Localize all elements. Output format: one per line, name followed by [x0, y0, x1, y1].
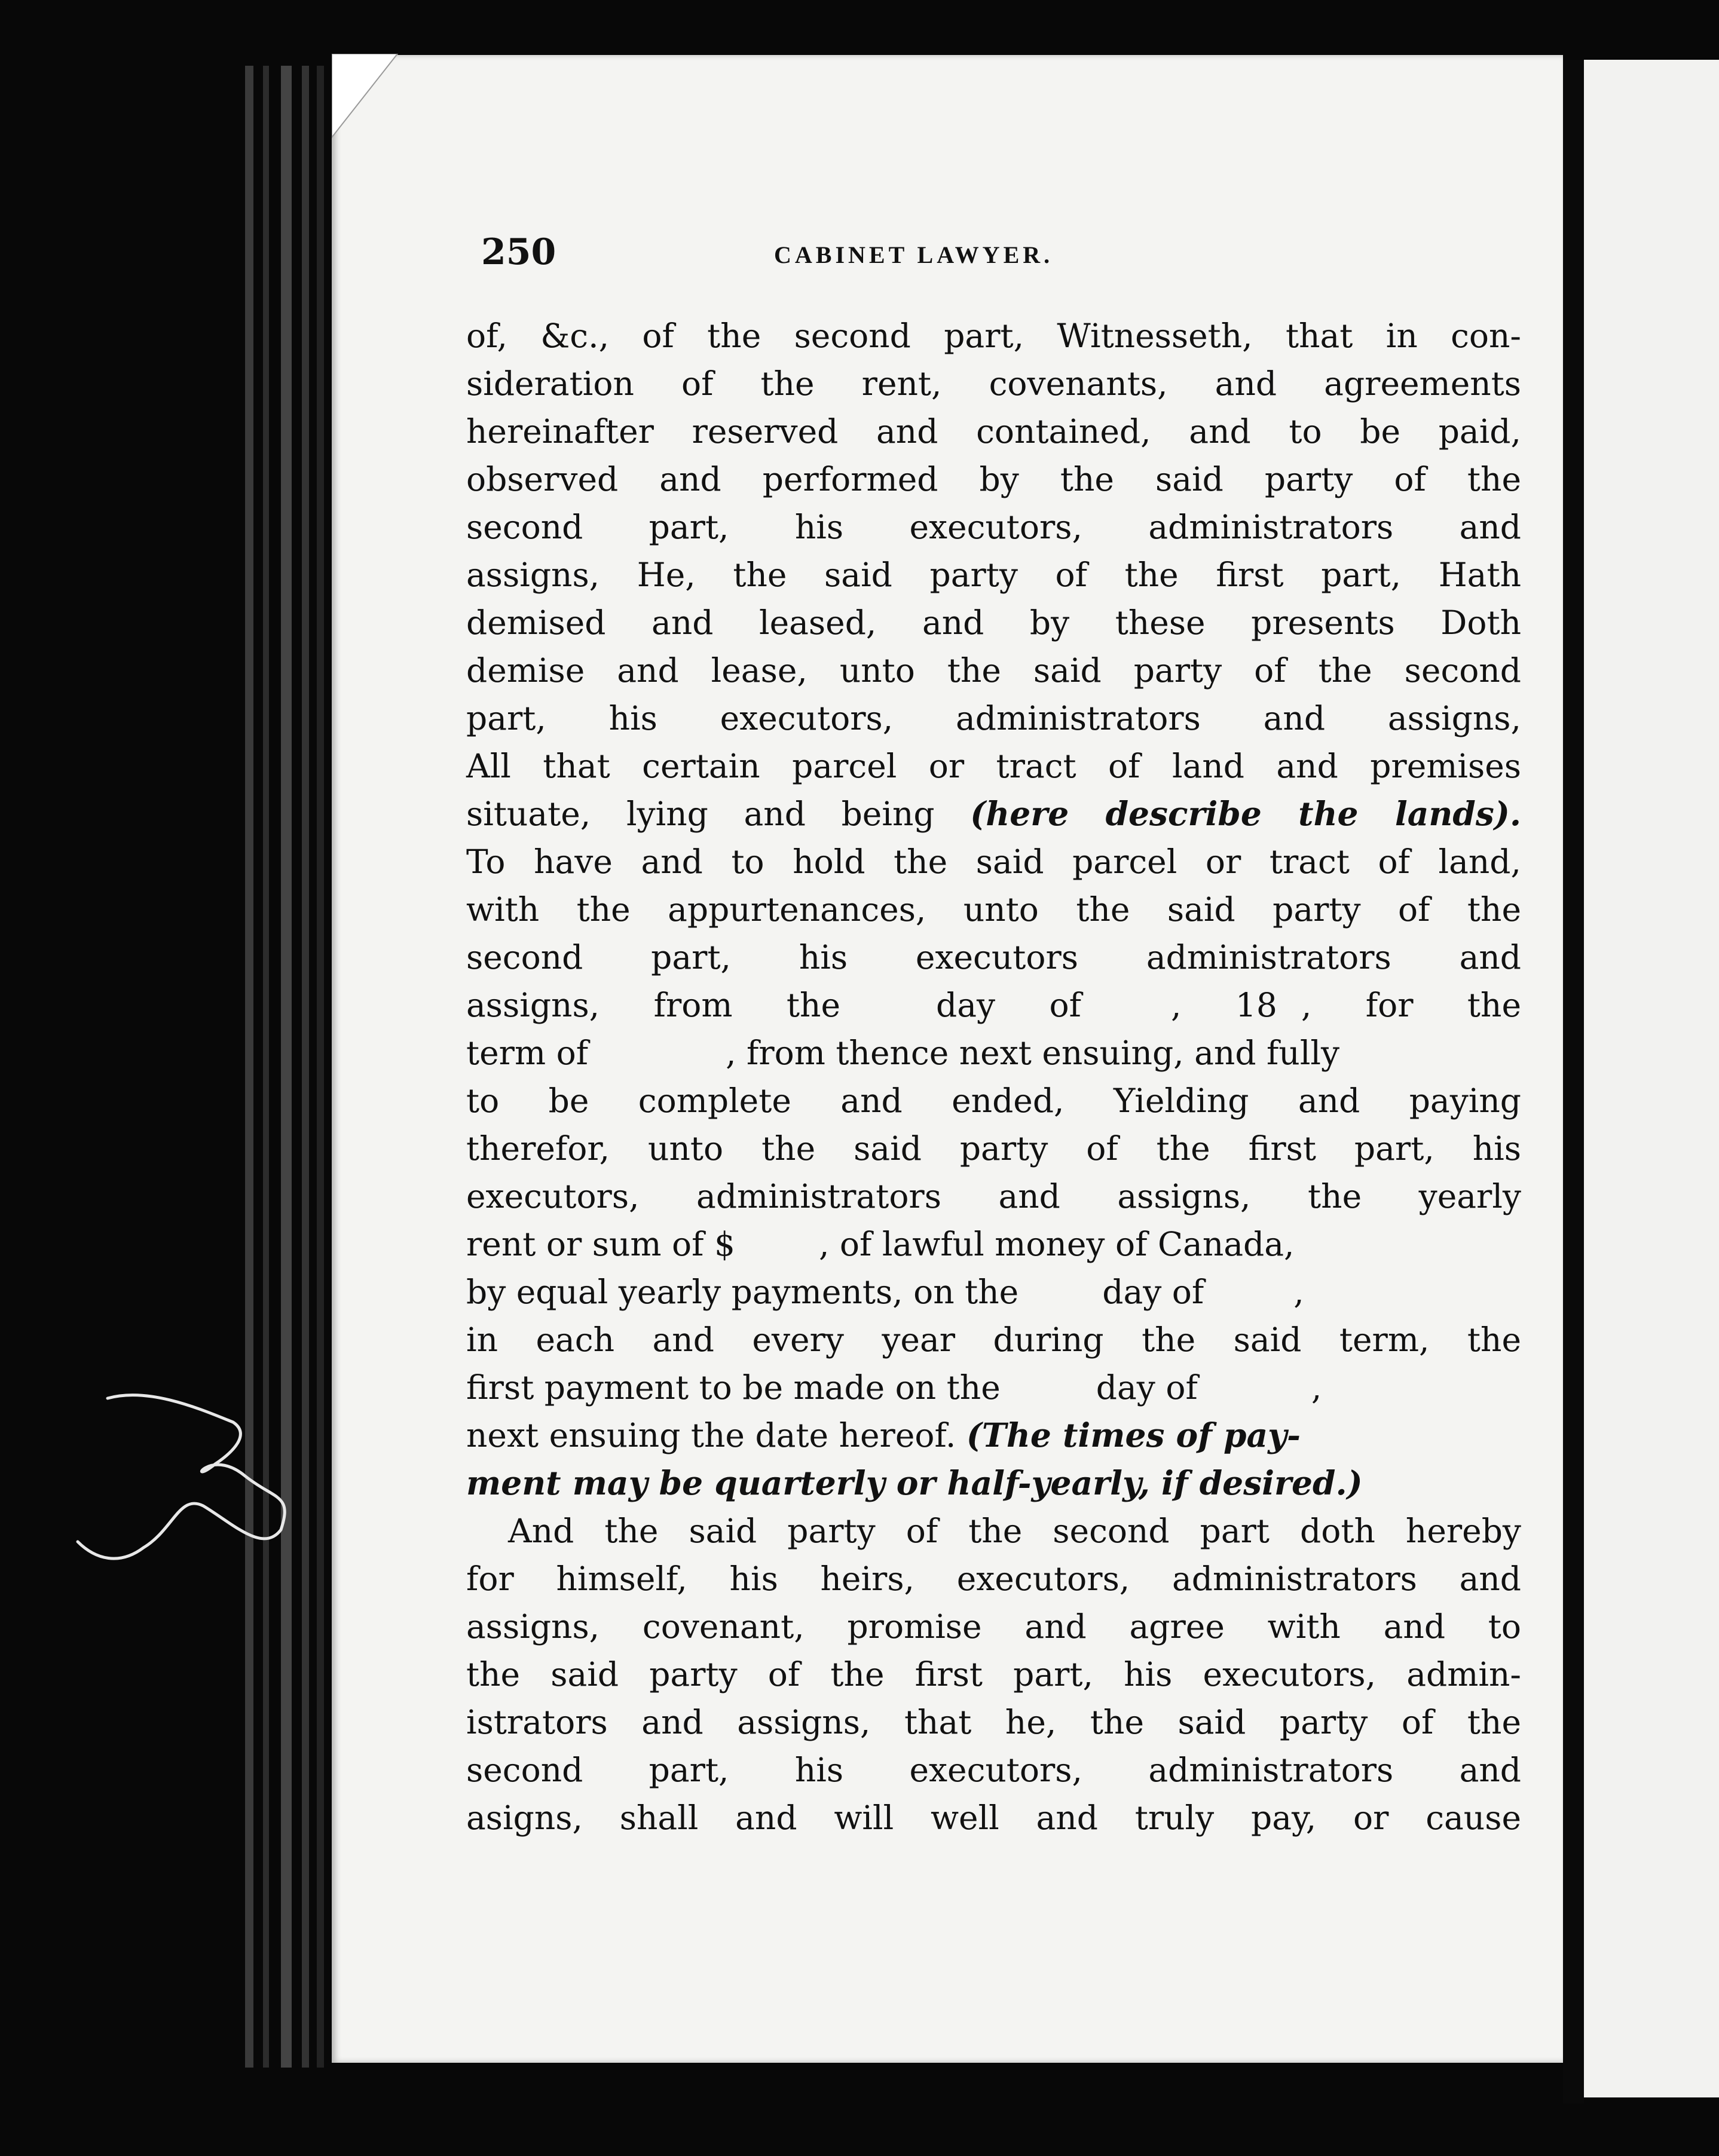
text-line: assigns, He, the said party of the first part, Hath [466, 556, 1521, 594]
body-text [466, 312, 1521, 1842]
binding-strip [317, 66, 324, 2068]
text-segment: assigns, from the [466, 986, 840, 1024]
text-segment: , from thence next ensuing, and fully [726, 1034, 1340, 1072]
text-line: part, his executors, administrators and assigns, [466, 699, 1521, 737]
text-line: demised and leased, and by these presents Doth [466, 604, 1521, 642]
binding-strip [302, 66, 309, 2068]
text-line [466, 1220, 1521, 1268]
text-line: observed and performed by the said party of the [466, 460, 1521, 498]
text-segment: day of [936, 986, 1081, 1024]
text-line [466, 1364, 1521, 1411]
text-segment: rent or sum of $ [466, 1225, 735, 1263]
text-segment: next ensuing the date hereof. [466, 1416, 956, 1454]
running-head [481, 228, 1437, 288]
text-line: in each and every year during the said term, the [466, 1321, 1521, 1359]
text-line: of, &c., of the second part, Witnesseth, that in con- [466, 317, 1521, 355]
text-line: the said party of the first part, his executors, admin- [466, 1655, 1521, 1693]
text-line: hereinafter reserved and contained, and to be paid, [466, 412, 1521, 451]
text-line: to be complete and ended, Yielding and paying [466, 1082, 1521, 1120]
text-segment: , of lawful money of Canada, [818, 1225, 1295, 1263]
text-segment: day of [1102, 1273, 1204, 1311]
text-segment: term of [466, 1034, 589, 1072]
text-line: second part, his executors, administrators and [466, 1751, 1521, 1789]
italic-instruction: (here describe the lands). [970, 794, 1522, 833]
binding-strip [245, 66, 253, 2068]
text-line [466, 1268, 1521, 1316]
text-line: sideration of the rent, covenants, and agreements [466, 365, 1521, 403]
margin-scratch-mark [54, 1374, 305, 1572]
binding-strip [263, 66, 269, 2068]
page-corner-fold [332, 54, 403, 143]
page-number: 250 [481, 231, 556, 273]
binding-strip [281, 66, 292, 2068]
text-line: with the appurtenances, unto the said party of the [466, 890, 1521, 929]
text-segment: , [1311, 1368, 1322, 1407]
italic-instruction: (The times of pay- [966, 1416, 1301, 1454]
text-line: second part, his executors administrators and [466, 938, 1521, 976]
book-page [332, 55, 1563, 2063]
text-line: therefor, unto the said party of the first part, his [466, 1129, 1521, 1168]
page-gutter-shadow [1563, 60, 1584, 2103]
text-line: asigns, shall and will well and truly pay, or cause [466, 1799, 1521, 1837]
text-line: executors, administrators and assigns, the yearly [466, 1177, 1521, 1215]
text-line: All that certain parcel or tract of land and premises [466, 747, 1521, 785]
text-line: istrators and assigns, that he, the said party of the [466, 1703, 1521, 1741]
italic-instruction-line: ment may be quarterly or half-yearly, if desired.) [466, 1463, 1363, 1502]
text-line: demise and lease, unto the said party of the second [466, 651, 1521, 690]
text-line [466, 1029, 1521, 1077]
text-segment: by equal yearly payments, on the [466, 1273, 1019, 1311]
text-line: assigns, covenant, promise and agree with and to [466, 1607, 1521, 1646]
text-segment: , for the [1301, 986, 1522, 1024]
text-line [466, 1411, 1521, 1459]
text-segment: , [1293, 1273, 1304, 1311]
page-header-title: CABINET LAWYER. [774, 241, 1054, 268]
text-segment: , 18 [1170, 986, 1277, 1024]
text-segment: day of [1096, 1368, 1198, 1407]
text-line: second part, his executors, administrators and [466, 508, 1521, 546]
text-segment: first payment to be made on the [466, 1368, 1001, 1407]
text-segment: situate, lying and being [466, 795, 935, 833]
text-line: for himself, his heirs, executors, administrators and [466, 1560, 1521, 1598]
text-line: And the said party of the second part doth hereby [508, 1512, 1521, 1550]
facing-page-edge [1584, 60, 1719, 2097]
text-line [466, 790, 1521, 838]
text-line: To have and to hold the said parcel or tract of land, [466, 843, 1521, 881]
text-line [466, 981, 1521, 1029]
